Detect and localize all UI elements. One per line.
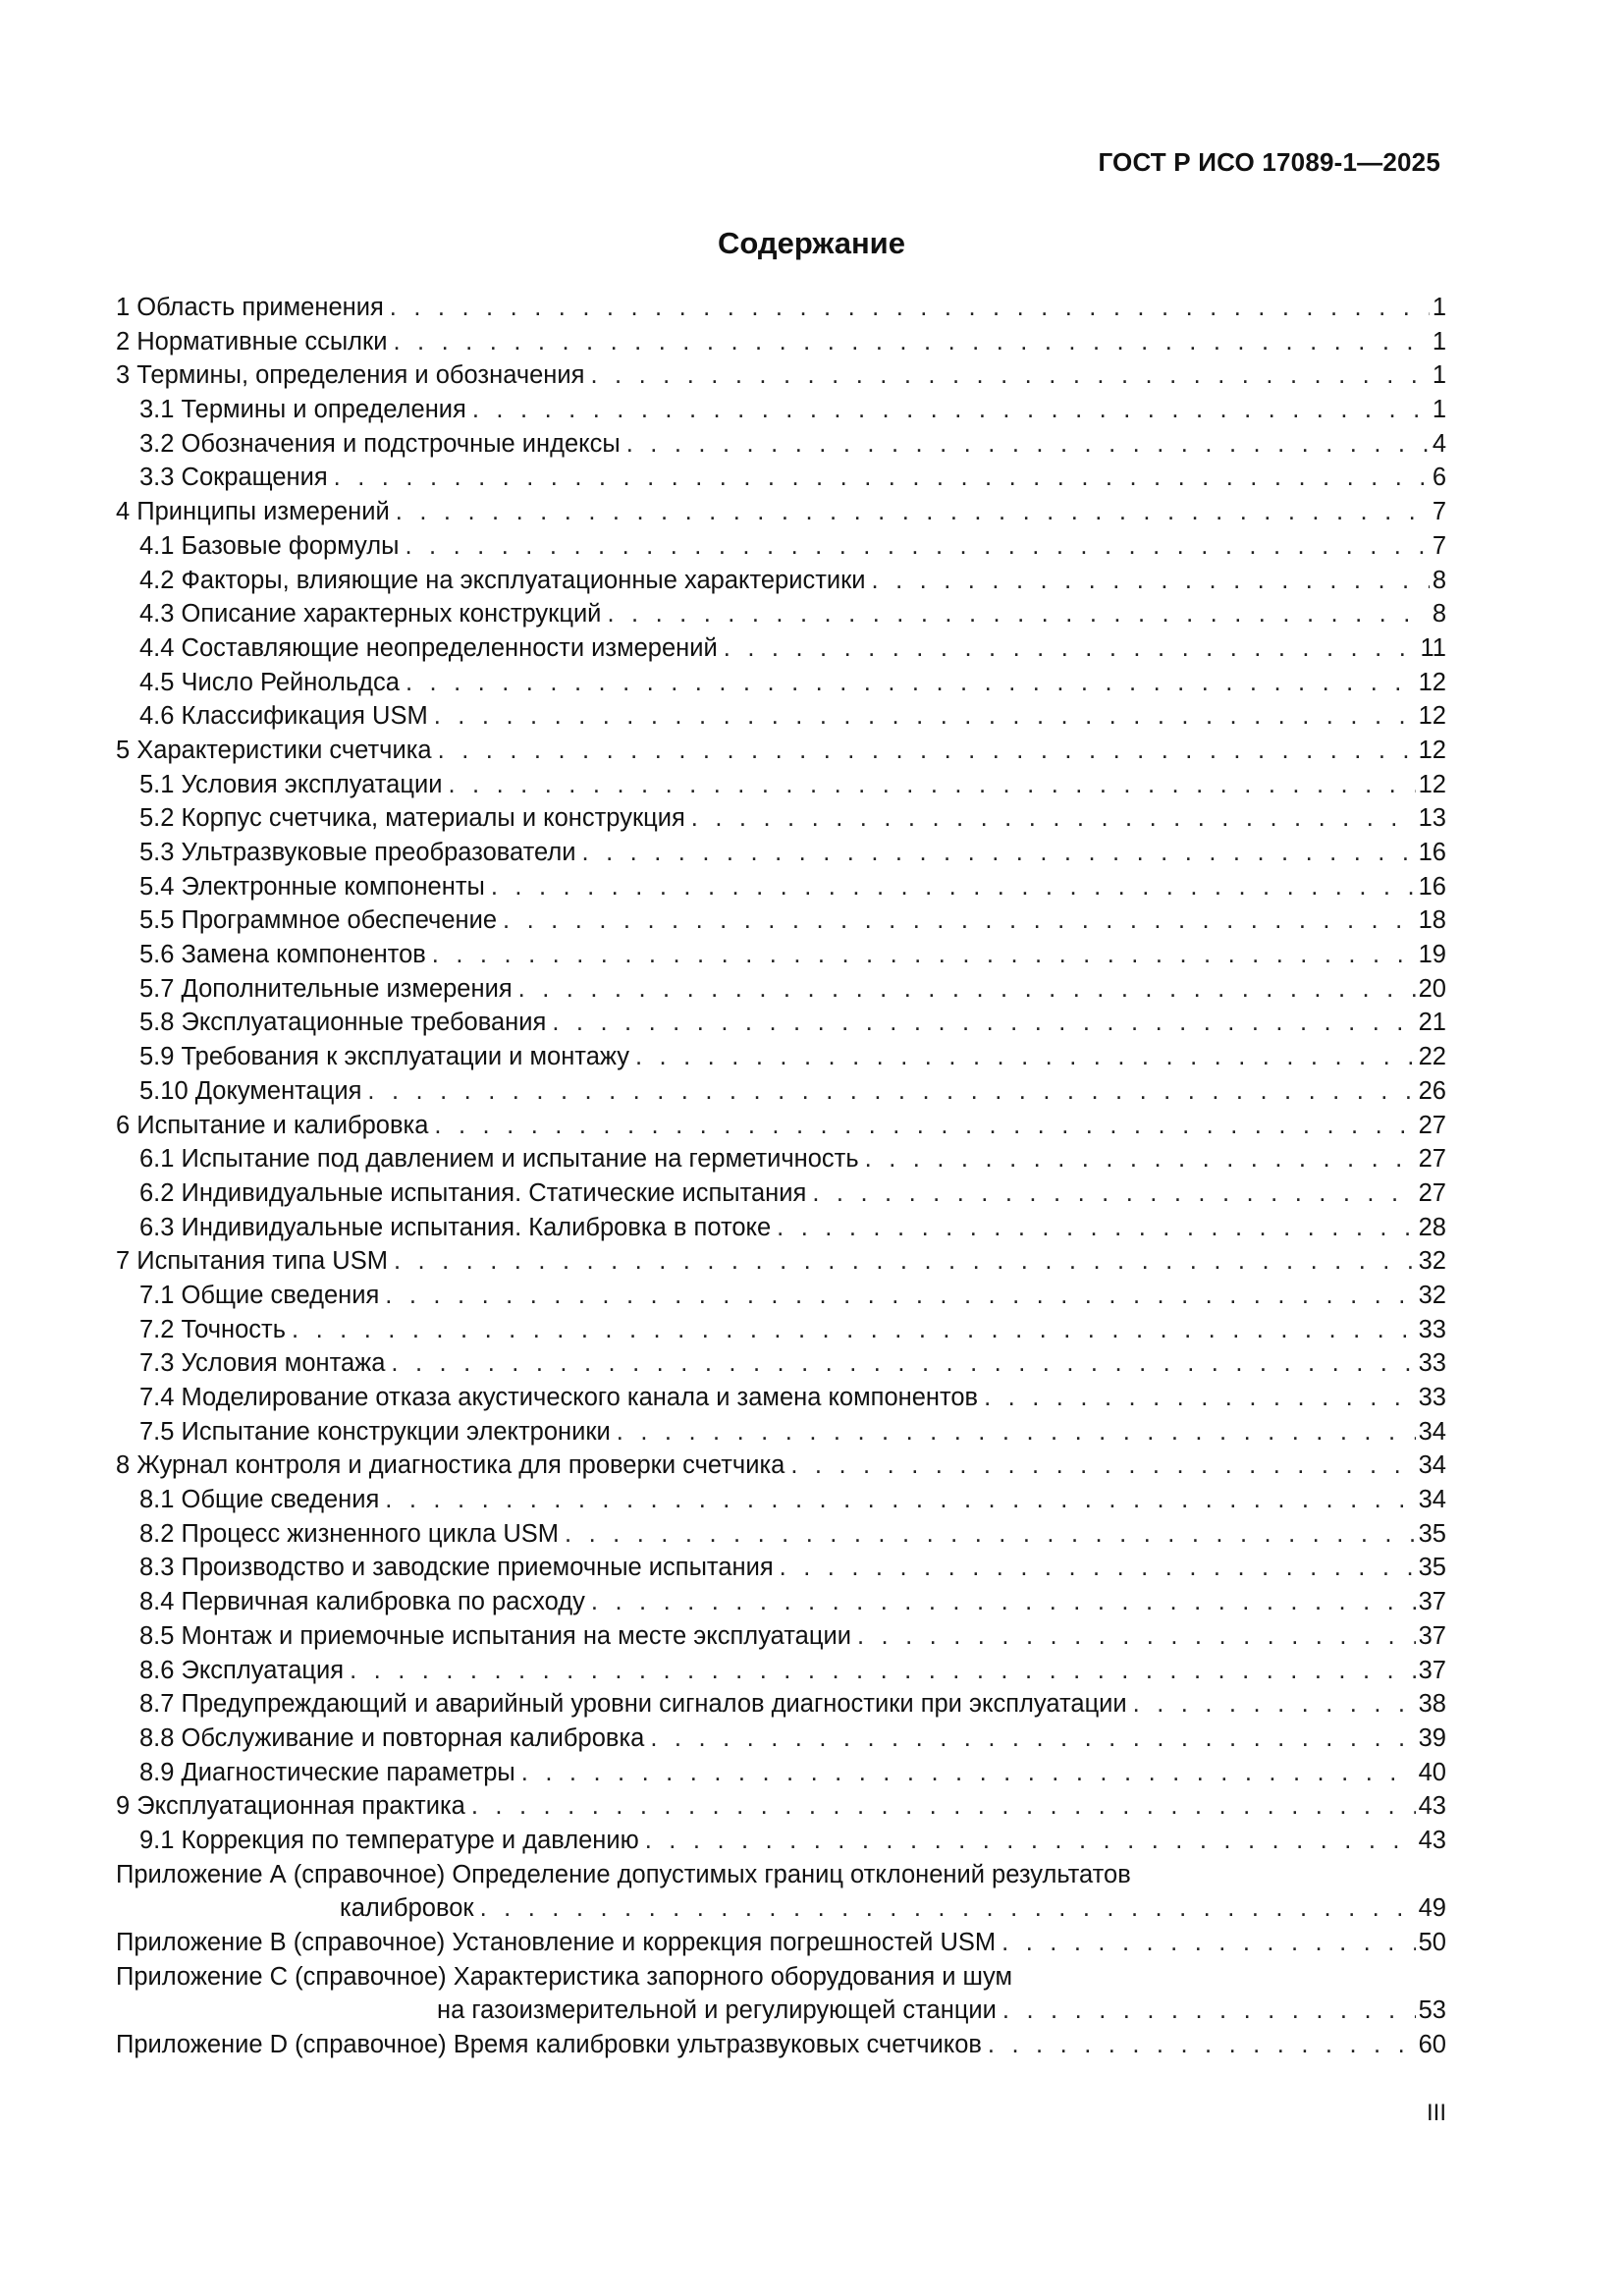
toc-entry-page: 1 — [1432, 361, 1446, 390]
toc-entry-page: 27 — [1418, 1111, 1446, 1139]
toc-entry-page: 35 — [1418, 1554, 1446, 1582]
toc-entry-text: 4.4 Составляющие неопределенности измерений — [139, 633, 718, 662]
toc-entry-text: 7.1 Общие сведения — [139, 1281, 380, 1309]
toc-entry-page: 60 — [1418, 2031, 1446, 2059]
toc-entry-text: Приложение В (справочное) Установление и коррекция погрешностей USM — [116, 1929, 997, 1956]
toc-entry[interactable] — [116, 1824, 1446, 1858]
toc-entry-text: 5.2 Корпус счетчика, материалы и конструкция — [139, 804, 685, 833]
dot-leader — [645, 1824, 1416, 1858]
toc-entry[interactable] — [116, 564, 1446, 598]
toc-entry-appendix-d[interactable] — [116, 2028, 1446, 2062]
dot-leader — [590, 358, 1429, 393]
toc-entry-text: Приложение А (справочное) Определение допустимых границ отклонений результатов — [116, 1860, 1131, 1888]
dot-leader — [812, 1176, 1415, 1211]
dot-leader — [391, 1346, 1415, 1381]
toc-entry-page: 28 — [1418, 1213, 1446, 1241]
dot-leader — [521, 1756, 1416, 1790]
toc-entry[interactable] — [116, 1551, 1446, 1585]
toc-entry[interactable] — [116, 1619, 1446, 1654]
toc-entry-page: 32 — [1418, 1281, 1446, 1309]
toc-entry[interactable] — [116, 427, 1446, 462]
toc-entry-page: 22 — [1418, 1043, 1446, 1071]
toc-entry-text: 8.4 Первичная калибровка по расходу — [139, 1588, 585, 1616]
dot-leader — [777, 1211, 1415, 1245]
toc-entry-text: 7.5 Испытание конструкции электроники — [139, 1417, 611, 1446]
toc-entry-page: 37 — [1418, 1588, 1446, 1616]
toc-entry[interactable] — [116, 903, 1446, 938]
dot-leader — [434, 1109, 1415, 1143]
toc-entry-text: 5.10 Документация — [139, 1076, 362, 1105]
toc-entry-text: 3 Термины, определения и обозначения — [116, 361, 585, 390]
toc-entry-page: 1 — [1432, 396, 1446, 424]
toc-entry-page: 7 — [1432, 498, 1446, 526]
dot-leader — [552, 1006, 1415, 1040]
toc-entry[interactable] — [116, 1244, 1446, 1279]
toc-entry-page: 34 — [1418, 1417, 1446, 1446]
toc-entry-page: 43 — [1418, 1826, 1446, 1854]
toc-entry-text: 9 Эксплуатационная практика — [116, 1792, 465, 1821]
document-id-header: ГОСТ Р ИСО 17089-1—2025 — [1098, 147, 1440, 177]
toc-entry[interactable] — [116, 1040, 1446, 1074]
toc-entry[interactable] — [116, 325, 1446, 359]
toc-entry[interactable] — [116, 801, 1446, 836]
dot-leader — [385, 1483, 1415, 1517]
toc-entry-text: 5.7 Дополнительные измерения — [139, 974, 513, 1003]
dot-leader — [518, 972, 1416, 1007]
toc-entry-page: 12 — [1418, 770, 1446, 798]
toc-entry-text: 6.1 Испытание под давлением и испытание на герметичность — [139, 1145, 859, 1174]
toc-entry-text: 2 Нормативные ссылки — [116, 327, 388, 355]
toc-entry-appendix-a[interactable] — [116, 1858, 1446, 1892]
toc-entry-page: 53 — [1418, 1996, 1446, 2025]
toc-entry[interactable] — [116, 1313, 1446, 1347]
toc-entry-page: 11 — [1420, 633, 1446, 662]
dot-leader — [1133, 1687, 1416, 1722]
dot-leader — [780, 1551, 1416, 1585]
toc-entry[interactable] — [116, 1654, 1446, 1688]
toc-entry-page: 37 — [1418, 1656, 1446, 1684]
dot-leader — [393, 325, 1429, 359]
toc-entry-text: 7.2 Точность — [139, 1315, 287, 1343]
toc-entry-text: 8.2 Процесс жизненного цикла USM — [139, 1519, 560, 1548]
toc-entry[interactable] — [116, 1449, 1446, 1483]
toc-entry-text: 5 Характеристики счетчика — [116, 736, 432, 764]
toc-entry-text: 8.3 Производство и заводские приемочные испытания — [139, 1554, 774, 1582]
dot-leader — [790, 1449, 1415, 1483]
toc-entry[interactable] — [116, 597, 1446, 631]
dot-leader — [635, 1040, 1416, 1074]
toc-entry-text: 5.6 Замена компонентов — [139, 941, 426, 969]
toc-entry[interactable] — [116, 1756, 1446, 1790]
toc-entry[interactable] — [116, 870, 1446, 904]
toc-entry[interactable] — [116, 1074, 1446, 1109]
toc-entry-text: 4.2 Факторы, влияющие на эксплуатационные характеристики — [139, 566, 866, 594]
toc-entry-text: калибровок — [340, 1894, 474, 1923]
toc-entry-text: 8.1 Общие сведения — [139, 1486, 380, 1514]
toc-entry-text: 8.7 Предупреждающий и аварийный уровни сигналов диагностики при эксплуатации — [139, 1690, 1127, 1719]
toc-entry[interactable] — [116, 734, 1446, 768]
toc-entry[interactable] — [116, 1176, 1446, 1211]
toc-entry-page: 12 — [1418, 668, 1446, 696]
toc-entry-text: 3.2 Обозначения и подстрочные индексы — [139, 429, 621, 458]
toc-entry-page: 20 — [1418, 974, 1446, 1003]
dot-leader — [1001, 1926, 1415, 1960]
toc-entry-page: 4 — [1432, 429, 1446, 458]
toc-entry-page: 13 — [1418, 804, 1446, 833]
dot-leader — [691, 801, 1416, 836]
toc-entry-text: 6.3 Индивидуальные испытания. Калибровка в потоке — [139, 1213, 772, 1241]
dot-leader — [626, 427, 1430, 462]
toc-entry[interactable] — [116, 1109, 1446, 1143]
toc-entry[interactable] — [116, 495, 1446, 529]
toc-entry-page: 33 — [1418, 1384, 1446, 1411]
dot-leader — [394, 1244, 1416, 1279]
dot-leader — [334, 461, 1430, 495]
toc-entry-text: 8.9 Диагностические параметры — [139, 1758, 515, 1786]
toc-entry-text: 5.3 Ультразвуковые преобразователи — [139, 839, 576, 866]
toc-entry-page: 49 — [1418, 1894, 1446, 1923]
toc-entry-text: 8.6 Эксплуатация — [139, 1656, 345, 1684]
toc-entry-appendix-c[interactable] — [116, 1960, 1446, 1995]
dot-leader — [396, 495, 1430, 529]
toc-entry[interactable] — [116, 938, 1446, 972]
toc-entry[interactable] — [116, 1585, 1446, 1619]
dot-leader — [438, 734, 1416, 768]
dot-leader — [471, 1789, 1416, 1824]
dot-leader — [406, 666, 1416, 700]
toc-entry-page: 18 — [1418, 906, 1446, 935]
toc-entry[interactable] — [116, 1381, 1446, 1415]
page-number: III — [1426, 2100, 1446, 2126]
dot-leader — [984, 1381, 1416, 1415]
toc-entry-continuation[interactable] — [116, 1994, 1446, 2028]
toc-entry-page: 8 — [1432, 600, 1446, 629]
toc-entry-text: 5.8 Эксплуатационные требования — [139, 1009, 547, 1037]
toc-entry[interactable] — [116, 1722, 1446, 1756]
toc-entry-page: 1 — [1432, 294, 1446, 321]
toc-entry-text: 7.4 Моделирование отказа акустического канала и замена компонентов — [139, 1384, 979, 1411]
toc-entry-page: 34 — [1418, 1451, 1446, 1480]
toc-entry-page: 40 — [1418, 1758, 1446, 1786]
toc-entry-text: 9.1 Коррекция по температуре и давлению — [139, 1826, 639, 1854]
toc-entry-text: 5.4 Электронные компоненты — [139, 872, 485, 901]
toc-entry[interactable] — [116, 358, 1446, 393]
toc-entry-text: 3.3 Сокращения — [139, 464, 328, 492]
toc-entry[interactable] — [116, 291, 1446, 325]
toc-entry-appendix-b[interactable] — [116, 1926, 1446, 1960]
toc-entry-text: на газоизмерительной и регулирующей станции — [437, 1996, 997, 2025]
toc-entry-text: Приложение С (справочное) Характеристика запорного оборудования и шум — [116, 1962, 1012, 1991]
toc-entry[interactable] — [116, 1142, 1446, 1176]
toc-entry[interactable] — [116, 529, 1446, 564]
toc-entry[interactable] — [116, 461, 1446, 495]
toc-entry-text: 4.3 Описание характерных конструкций — [139, 600, 602, 629]
toc-entry-page: 8 — [1432, 566, 1446, 594]
toc-entry[interactable] — [116, 1279, 1446, 1313]
dot-leader — [390, 291, 1430, 325]
dot-leader — [480, 1891, 1416, 1926]
toc-entry-text: 6 Испытание и калибровка — [116, 1111, 429, 1139]
dot-leader — [350, 1654, 1416, 1688]
dot-leader — [385, 1279, 1415, 1313]
toc-entry-text: 3.1 Термины и определения — [139, 396, 466, 424]
dot-leader — [367, 1074, 1415, 1109]
toc-entry-page: 37 — [1418, 1621, 1446, 1650]
toc-entry-page: 26 — [1418, 1076, 1446, 1105]
toc-entry[interactable] — [116, 699, 1446, 734]
dot-leader — [448, 768, 1415, 802]
dot-leader — [472, 393, 1430, 427]
toc-entry[interactable] — [116, 768, 1446, 802]
toc-entry-page: 33 — [1418, 1349, 1446, 1378]
toc-entry-page: 12 — [1418, 736, 1446, 764]
toc-entry-page: 27 — [1418, 1178, 1446, 1207]
toc-entry-text: 4.5 Число Рейнольдса — [139, 668, 400, 696]
toc-entry[interactable] — [116, 972, 1446, 1007]
toc-entry-page: 19 — [1418, 941, 1446, 969]
toc-entry-page: 7 — [1432, 531, 1446, 560]
toc-entry-page: 12 — [1418, 702, 1446, 731]
toc-entry-page: 34 — [1418, 1486, 1446, 1514]
toc-entry[interactable] — [116, 1211, 1446, 1245]
toc-entry-text: 5.1 Условия эксплуатации — [139, 770, 443, 798]
toc-entry-text: 5.9 Требования к эксплуатации и монтажу — [139, 1043, 629, 1071]
toc-entry[interactable] — [116, 1687, 1446, 1722]
toc-entry[interactable] — [116, 631, 1446, 666]
toc-entry-text: 8.8 Обслуживание и повторная калибровка — [139, 1723, 645, 1752]
dot-leader — [988, 2028, 1416, 2062]
toc-entry[interactable] — [116, 1789, 1446, 1824]
toc-entry-text: Приложение D (справочное) Время калибровки ультразвуковых счетчиков — [116, 2031, 982, 2059]
toc-entry-text: 1 Область применения — [116, 294, 384, 321]
page-title: Содержание — [718, 226, 905, 260]
toc-entry-continuation[interactable] — [116, 1891, 1446, 1926]
toc-entry-page: 21 — [1418, 1009, 1446, 1037]
toc-entry-page: 16 — [1418, 872, 1446, 901]
toc-entry-text: 8.5 Монтаж и приемочные испытания на месте эксплуатации — [139, 1621, 851, 1650]
dot-leader — [432, 938, 1416, 972]
toc-entry-page: 43 — [1418, 1792, 1446, 1821]
toc-entry[interactable] — [116, 1483, 1446, 1517]
toc-entry-text: 4.1 Базовые формулы — [139, 531, 400, 560]
toc-entry-text: 6.2 Индивидуальные испытания. Статические испытания — [139, 1178, 807, 1207]
toc-entry-text: 8 Журнал контроля и диагностика для проверки счетчика — [116, 1451, 785, 1480]
dot-leader — [292, 1313, 1416, 1347]
toc-entry-text: 7.3 Условия монтажа — [139, 1349, 386, 1378]
dot-leader — [1002, 1994, 1416, 2028]
toc-entry-page: 33 — [1418, 1315, 1446, 1343]
dot-leader — [724, 631, 1418, 666]
toc-entry-page: 32 — [1418, 1247, 1446, 1276]
dot-leader — [582, 836, 1416, 870]
dot-leader — [434, 699, 1416, 734]
toc-entry-page: 1 — [1432, 327, 1446, 355]
toc-entry-page: 27 — [1418, 1145, 1446, 1174]
toc-entry[interactable] — [116, 1346, 1446, 1381]
toc-entry-text: 4.6 Классификация USM — [139, 702, 428, 731]
dot-leader — [591, 1585, 1416, 1619]
toc-entry[interactable] — [116, 1415, 1446, 1449]
toc-entry-page: 50 — [1418, 1929, 1446, 1956]
dot-leader — [565, 1517, 1416, 1552]
dot-leader — [857, 1619, 1416, 1654]
dot-leader — [650, 1722, 1415, 1756]
toc-entry-page: 16 — [1418, 839, 1446, 866]
toc-entry[interactable] — [116, 393, 1446, 427]
table-of-contents — [116, 291, 1446, 2062]
dot-leader — [617, 1415, 1416, 1449]
toc-entry-page: 35 — [1418, 1519, 1446, 1548]
dot-leader — [607, 597, 1429, 631]
toc-entry-text: 5.5 Программное обеспечение — [139, 906, 498, 935]
toc-entry-page: 38 — [1418, 1690, 1446, 1719]
toc-entry[interactable] — [116, 1517, 1446, 1552]
dot-leader — [405, 529, 1429, 564]
toc-entry-page: 39 — [1418, 1723, 1446, 1752]
dot-leader — [865, 1142, 1416, 1176]
toc-entry[interactable] — [116, 836, 1446, 870]
dot-leader — [491, 870, 1416, 904]
toc-entry-text: 4 Принципы измерений — [116, 498, 390, 526]
toc-entry[interactable] — [116, 666, 1446, 700]
toc-entry-page: 6 — [1432, 464, 1446, 492]
dot-leader — [503, 903, 1416, 938]
dot-leader — [872, 564, 1430, 598]
toc-entry-text: 7 Испытания типа USM — [116, 1247, 388, 1276]
toc-entry[interactable] — [116, 1006, 1446, 1040]
